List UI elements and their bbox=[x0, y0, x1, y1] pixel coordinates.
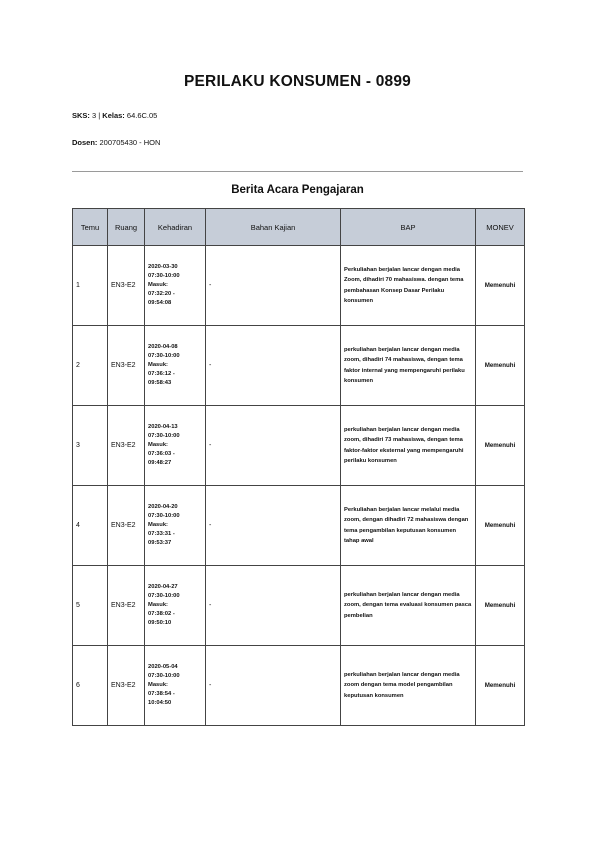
header-bahan-kajian: Bahan Kajian bbox=[206, 209, 341, 246]
kelas-label: Kelas: bbox=[102, 111, 125, 120]
bap-table bbox=[72, 208, 525, 726]
kehadiran-time: 07:30-10:00 bbox=[148, 273, 180, 279]
cell-bap: perkuliahan berjalan lancar dengan media zoom, dihadiri 73 mahasiswa, dengan tema faktor-faktor eksternal yang mempengaruhi perilaku konsumen bbox=[341, 406, 476, 486]
kehadiran-time: 07:30-10:00 bbox=[148, 513, 180, 519]
kehadiran-keluar: 09:48:27 bbox=[148, 460, 172, 466]
cell-bahan-kajian: - bbox=[206, 486, 341, 566]
kehadiran-masuk-label: Masuk: bbox=[148, 602, 168, 608]
cell-kehadiran bbox=[145, 646, 206, 726]
table-row bbox=[73, 406, 525, 486]
cell-kehadiran bbox=[145, 246, 206, 326]
cell-temu: 6 bbox=[73, 646, 108, 726]
cell-ruang: EN3-E2 bbox=[108, 486, 145, 566]
cell-kehadiran bbox=[145, 406, 206, 486]
table-row bbox=[73, 326, 525, 406]
cell-ruang: EN3-E2 bbox=[108, 566, 145, 646]
kehadiran-date: 2020-05-04 bbox=[148, 664, 178, 670]
cell-temu: 1 bbox=[73, 246, 108, 326]
sks-kelas-line bbox=[72, 111, 157, 120]
cell-bap: Perkuliahan berjalan lancar dengan media Zoom, dihadiri 70 mahasiswa. dengan tema pembahasan Konsep Dasar Perilaku konsumen bbox=[341, 246, 476, 326]
table-header-row bbox=[73, 209, 525, 246]
cell-bap: perkuliahan berjalan lancar dengan media zoom dengan tema model pengambilan keputusan konsumen bbox=[341, 646, 476, 726]
cell-bahan-kajian: - bbox=[206, 326, 341, 406]
cell-ruang: EN3-E2 bbox=[108, 326, 145, 406]
kehadiran-keluar: 10:04:50 bbox=[148, 700, 172, 706]
header-ruang: Ruang bbox=[108, 209, 145, 246]
kehadiran-time: 07:30-10:00 bbox=[148, 593, 180, 599]
cell-ruang: EN3-E2 bbox=[108, 646, 145, 726]
kehadiran-masuk-label: Masuk: bbox=[148, 362, 168, 368]
cell-bap: Perkuliahan berjalan lancar melalui media zoom, dengan dihadiri 72 mahasiswa dengan tema pengambilan keputusan konsumen tahap awal bbox=[341, 486, 476, 566]
header-bap: BAP bbox=[341, 209, 476, 246]
cell-monev: Memenuhi bbox=[476, 246, 525, 326]
kehadiran-time: 07:30-10:00 bbox=[148, 673, 180, 679]
page-title: PERILAKU KONSUMEN - 0899 bbox=[183, 73, 411, 90]
cell-monev: Memenuhi bbox=[476, 326, 525, 406]
kehadiran-date: 2020-04-13 bbox=[148, 424, 178, 430]
dosen-label: Dosen: bbox=[72, 138, 98, 147]
cell-temu: 2 bbox=[73, 326, 108, 406]
cell-monev: Memenuhi bbox=[476, 486, 525, 566]
table-body bbox=[73, 246, 525, 726]
kehadiran-keluar: 09:50:10 bbox=[148, 620, 172, 626]
kehadiran-masuk-label: Masuk: bbox=[148, 682, 168, 688]
sks-value: 3 | bbox=[89, 111, 103, 120]
kehadiran-date: 2020-04-20 bbox=[148, 504, 178, 510]
kehadiran-masuk: 07:33:31 - bbox=[148, 531, 175, 537]
section-title: Berita Acara Pengajaran bbox=[231, 184, 364, 196]
cell-temu: 4 bbox=[73, 486, 108, 566]
kehadiran-date: 2020-03-30 bbox=[148, 264, 178, 270]
table-row bbox=[73, 486, 525, 566]
sks-label: SKS: bbox=[72, 111, 90, 120]
table-row bbox=[73, 646, 525, 726]
kehadiran-masuk: 07:36:03 - bbox=[148, 451, 175, 457]
dosen-line bbox=[72, 138, 160, 147]
kehadiran-date: 2020-04-27 bbox=[148, 584, 178, 590]
cell-kehadiran bbox=[145, 486, 206, 566]
cell-monev: Memenuhi bbox=[476, 566, 525, 646]
cell-kehadiran bbox=[145, 326, 206, 406]
cell-ruang: EN3-E2 bbox=[108, 246, 145, 326]
kehadiran-masuk-label: Masuk: bbox=[148, 282, 168, 288]
cell-temu: 5 bbox=[73, 566, 108, 646]
kehadiran-keluar: 09:58:43 bbox=[148, 380, 172, 386]
cell-bahan-kajian: - bbox=[206, 566, 341, 646]
table-row bbox=[73, 246, 525, 326]
header-temu: Temu bbox=[73, 209, 108, 246]
cell-ruang: EN3-E2 bbox=[108, 406, 145, 486]
kehadiran-time: 07:30-10:00 bbox=[148, 433, 180, 439]
table-row bbox=[73, 566, 525, 646]
kehadiran-masuk: 07:38:54 - bbox=[148, 691, 175, 697]
kehadiran-time: 07:30-10:00 bbox=[148, 353, 180, 359]
kehadiran-masuk-label: Masuk: bbox=[148, 522, 168, 528]
cell-bahan-kajian: - bbox=[206, 246, 341, 326]
kehadiran-keluar: 09:54:08 bbox=[148, 300, 172, 306]
cell-bahan-kajian: - bbox=[206, 406, 341, 486]
header-monev: MONEV bbox=[476, 209, 525, 246]
divider bbox=[72, 171, 523, 172]
dosen-value: 200705430 - HON bbox=[97, 138, 161, 147]
header-kehadiran: Kehadiran bbox=[145, 209, 206, 246]
cell-temu: 3 bbox=[73, 406, 108, 486]
kehadiran-keluar: 09:53:37 bbox=[148, 540, 172, 546]
cell-monev: Memenuhi bbox=[476, 406, 525, 486]
kehadiran-masuk-label: Masuk: bbox=[148, 442, 168, 448]
kelas-value: 64.6C.05 bbox=[124, 111, 158, 120]
kehadiran-date: 2020-04-08 bbox=[148, 344, 178, 350]
kehadiran-masuk: 07:38:02 - bbox=[148, 611, 175, 617]
cell-bahan-kajian: - bbox=[206, 646, 341, 726]
cell-monev: Memenuhi bbox=[476, 646, 525, 726]
kehadiran-masuk: 07:36:12 - bbox=[148, 371, 175, 377]
kehadiran-masuk: 07:32:20 - bbox=[148, 291, 175, 297]
cell-kehadiran bbox=[145, 566, 206, 646]
cell-bap: perkuliahan berjalan lancar dengan media zoom, dihadiri 74 mahasiswa, dengan tema faktor internal yang mempengaruhi perilaku konsumen bbox=[341, 326, 476, 406]
cell-bap: perkuliahan berjalan lancar dengan media zoom, dengan tema evaluasi konsumen pasca pembelian bbox=[341, 566, 476, 646]
